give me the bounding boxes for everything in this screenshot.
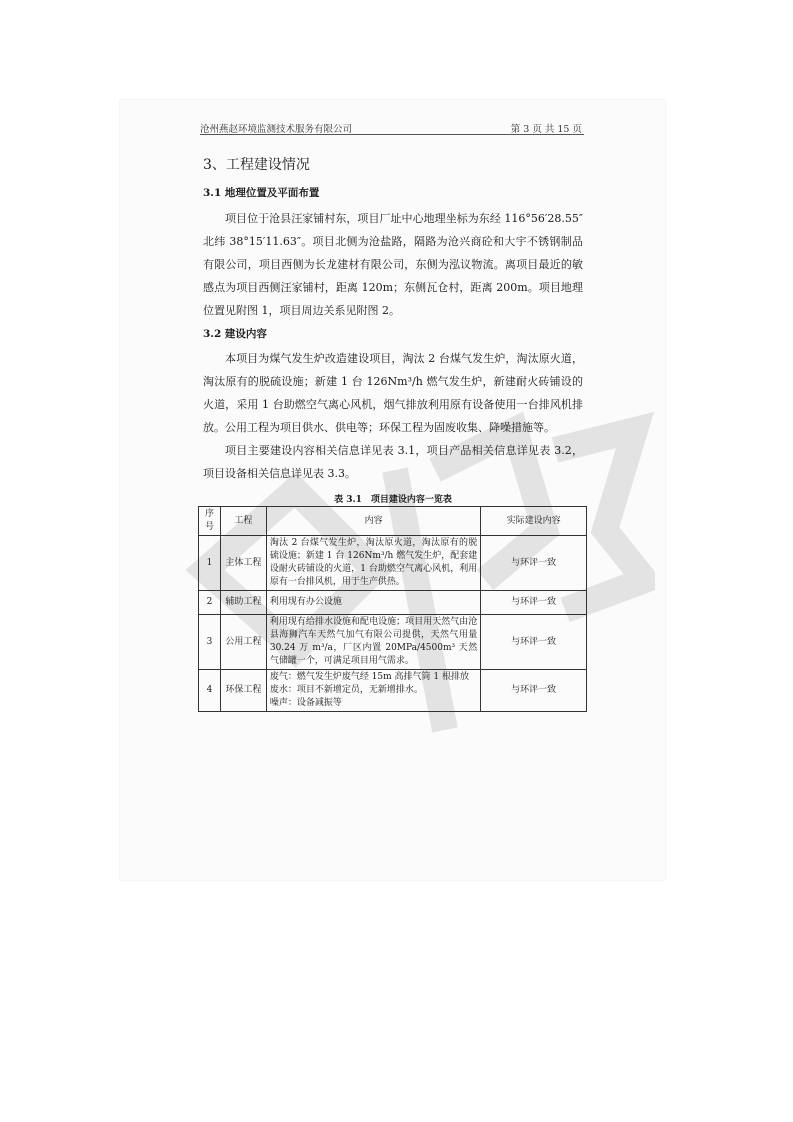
row-content: 利用现有给排水设施和配电设施；项目用天然气由沧县海狮汽车天然气加气有限公司提供，天然气用量 30.24 万 m³/a，厂区内置 20MPa/4500m³ 天然气储罐一个，可满足项目用气需求。: [266, 615, 480, 670]
table-row: [199, 615, 587, 670]
row-no: 3: [199, 615, 221, 670]
table-row: [199, 536, 587, 591]
section-title: 3、工程建设情况: [203, 157, 310, 173]
row-no: 1: [199, 536, 221, 591]
row-content: 淘汰 2 台煤气发生炉，淘汰原火道，淘汰原有的脱硫设施；新建 1 台 126Nm³/h 燃气发生炉，配套建设耐火砖铺设的火道，1 台助燃空气离心风机，利用原有一台排风机，用于生产供热。: [266, 536, 480, 591]
table-caption: 表 3.1 项目建设内容一览表: [334, 495, 452, 505]
subsection-title-3-2: 3.2 建设内容: [203, 328, 267, 340]
paragraph-table-refs: 项目主要建设内容相关信息详见表 3.1，项目产品相关信息详见表 3.2，项目设备相关信息详见表 3.3。: [203, 444, 583, 480]
table-row: [199, 591, 587, 615]
row-project: 环保工程: [220, 670, 266, 712]
header-company: 沧州燕赵环境监测技术服务有限公司: [200, 124, 353, 135]
construction-table: [198, 506, 587, 712]
row-content: 利用现有办公设施: [266, 591, 480, 615]
row-actual: 与环评一致: [481, 591, 587, 615]
paragraph-location: 项目位于沧县汪家铺村东，项目厂址中心地理坐标为东经 116°56′28.55″北纬 38°15′11.63″。项目北侧为沧盐路，隔路为沧兴商砼和大宇不锈钢制品有限公司，项目西侧为长龙建材有限公司，东侧为泓议物流。离项目最近的敏感点为项目西侧汪家铺村，距离 120m；东侧瓦仓村，距离 200m。项目地理位置见附图 1，项目周边关系见附图 2。: [203, 212, 583, 317]
paragraph-construction: 本项目为煤气发生炉改造建设项目，淘汰 2 台煤气发生炉，淘汰原火道，淘汰原有的脱硫设施；新建 1 台 126Nm³/h 燃气发生炉，新建耐火砖铺设的火道，采用 1 台助燃空气离心风机，烟气排放利用原有设备使用一台排风机排放。公用工程为项目供水、供电等；环保工程为固废收集、降噪措施等。: [203, 352, 583, 434]
table-header-row: [199, 507, 587, 536]
row-actual: 与环评一致: [481, 536, 587, 591]
row-content: [266, 670, 480, 712]
row-project: 辅助工程: [220, 591, 266, 615]
content-line: 废气：燃气发生炉废气经 15m 高排气筒 1 根排放: [269, 672, 470, 682]
header-rule: [200, 134, 584, 135]
col-header-no: 序号: [199, 507, 221, 536]
content-line: 噪声：设备减振等: [269, 698, 342, 708]
row-project: 主体工程: [220, 536, 266, 591]
page-header: [200, 118, 584, 134]
header-page-info: 第 3 页 共 15 页: [510, 124, 582, 135]
row-no: 4: [199, 670, 221, 712]
row-project: 公用工程: [220, 615, 266, 670]
col-header-project: 工程: [220, 507, 266, 536]
row-no: 2: [199, 591, 221, 615]
row-actual: 与环评一致: [481, 615, 587, 670]
col-header-content: 内容: [266, 507, 480, 536]
table-row: [199, 670, 587, 712]
content-line: 废水：项目不新增定员，无新增排水。: [269, 685, 423, 695]
col-header-actual: 实际建设内容: [481, 507, 587, 536]
row-actual: 与环评一致: [481, 670, 587, 712]
subsection-title-3-1: 3.1 地理位置及平面布置: [203, 187, 320, 199]
